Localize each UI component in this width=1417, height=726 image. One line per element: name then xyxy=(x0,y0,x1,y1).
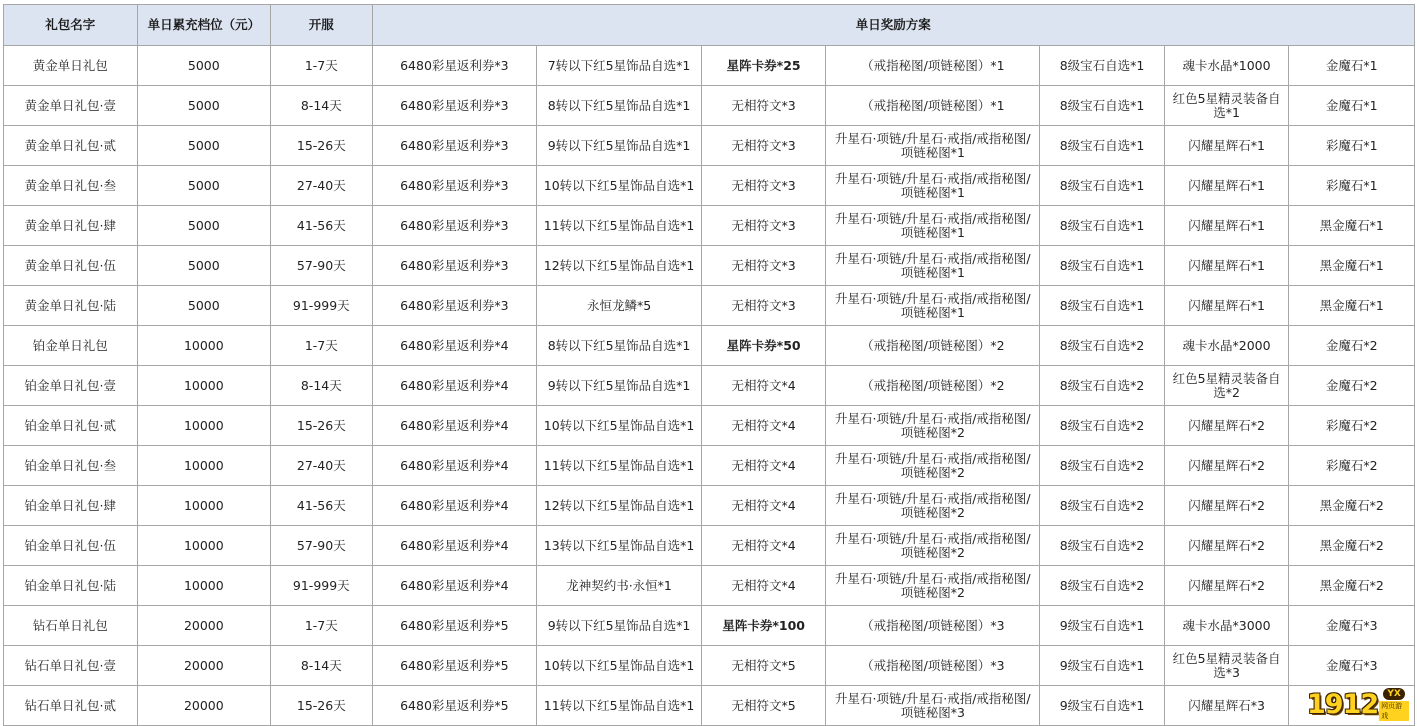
table-header-row xyxy=(4,5,1415,46)
tier-cell: 20000 xyxy=(137,646,271,686)
reward-3-cell: 无相符文*3 xyxy=(701,206,826,246)
reward-6-cell: 魂卡水晶*2000 xyxy=(1164,326,1289,366)
reward-map-cell: （戒指秘图/项链秘图）*2 xyxy=(826,326,1040,366)
tier-cell: 10000 xyxy=(137,486,271,526)
reward-accessory-cell: 7转以下红5星饰品自选*1 xyxy=(537,46,702,86)
pack-name-cell: 铂金单日礼包·肆 xyxy=(4,486,138,526)
reward-3-cell: 无相符文*4 xyxy=(701,366,826,406)
table-row xyxy=(4,366,1415,406)
table-row xyxy=(4,526,1415,566)
tier-cell: 10000 xyxy=(137,526,271,566)
reward-coupon-cell: 6480彩星返利券*4 xyxy=(372,406,537,446)
reward-6-cell: 闪耀星辉石*3 xyxy=(1164,686,1289,726)
days-cell: 57-90天 xyxy=(271,246,372,286)
tier-cell: 5000 xyxy=(137,86,271,126)
reward-3-cell: 无相符文*3 xyxy=(701,126,826,166)
reward-coupon-cell: 6480彩星返利券*5 xyxy=(372,646,537,686)
reward-map-cell: 升星石·项链/升星石·戒指/戒指秘图/项链秘图*3 xyxy=(826,686,1040,726)
header-recharge-tier: 单日累充档位（元） xyxy=(137,5,271,46)
reward-gem-cell: 8级宝石自选*2 xyxy=(1040,526,1165,566)
table-row xyxy=(4,646,1415,686)
reward-stone-cell: 金魔石*3 xyxy=(1289,646,1415,686)
pack-name-cell: 黄金单日礼包·叁 xyxy=(4,166,138,206)
reward-3-cell: 无相符文*4 xyxy=(701,486,826,526)
tier-cell: 10000 xyxy=(137,446,271,486)
days-cell: 1-7天 xyxy=(271,326,372,366)
reward-stone-cell: 黑金魔石*1 xyxy=(1289,246,1415,286)
reward-accessory-cell: 11转以下红5星饰品自选*1 xyxy=(537,446,702,486)
days-cell: 15-26天 xyxy=(271,406,372,446)
reward-gem-cell: 8级宝石自选*1 xyxy=(1040,286,1165,326)
table-body xyxy=(4,46,1415,726)
reward-accessory-cell: 11转以下红5星饰品自选*1 xyxy=(537,206,702,246)
days-cell: 27-40天 xyxy=(271,166,372,206)
reward-gem-cell: 8级宝石自选*2 xyxy=(1040,566,1165,606)
gift-pack-table xyxy=(3,4,1415,726)
tier-cell: 5000 xyxy=(137,286,271,326)
tier-cell: 5000 xyxy=(137,166,271,206)
reward-accessory-cell: 8转以下红5星饰品自选*1 xyxy=(537,86,702,126)
tier-cell: 10000 xyxy=(137,406,271,446)
reward-map-cell: （戒指秘图/项链秘图）*1 xyxy=(826,46,1040,86)
reward-stone-cell: 彩魔石*2 xyxy=(1289,406,1415,446)
reward-3-cell: 无相符文*5 xyxy=(701,646,826,686)
reward-map-cell: （戒指秘图/项链秘图）*2 xyxy=(826,366,1040,406)
reward-gem-cell: 9级宝石自选*1 xyxy=(1040,606,1165,646)
tier-cell: 10000 xyxy=(137,366,271,406)
days-cell: 57-90天 xyxy=(271,526,372,566)
reward-coupon-cell: 6480彩星返利券*3 xyxy=(372,46,537,86)
days-cell: 91-999天 xyxy=(271,566,372,606)
reward-accessory-cell: 11转以下红5星饰品自选*1 xyxy=(537,686,702,726)
reward-6-cell: 闪耀星辉石*1 xyxy=(1164,286,1289,326)
table-row xyxy=(4,46,1415,86)
logo-number: 1912 xyxy=(1307,688,1379,720)
reward-stone-cell: 彩魔石*1 xyxy=(1289,166,1415,206)
reward-coupon-cell: 6480彩星返利券*4 xyxy=(372,446,537,486)
reward-6-cell: 闪耀星辉石*1 xyxy=(1164,126,1289,166)
reward-coupon-cell: 6480彩星返利券*5 xyxy=(372,606,537,646)
table-row xyxy=(4,286,1415,326)
reward-stone-cell: 黑金魔石*2 xyxy=(1289,486,1415,526)
reward-6-cell: 红色5星精灵装备自选*1 xyxy=(1164,86,1289,126)
table-row xyxy=(4,206,1415,246)
reward-6-cell: 红色5星精灵装备自选*2 xyxy=(1164,366,1289,406)
pack-name-cell: 黄金单日礼包·壹 xyxy=(4,86,138,126)
reward-accessory-cell: 9转以下红5星饰品自选*1 xyxy=(537,366,702,406)
reward-3-cell: 无相符文*3 xyxy=(701,246,826,286)
reward-stone-cell: 金魔石*1 xyxy=(1289,46,1415,86)
reward-gem-cell: 8级宝石自选*1 xyxy=(1040,126,1165,166)
reward-map-cell: （戒指秘图/项链秘图）*3 xyxy=(826,646,1040,686)
reward-stone-cell: 黑金魔石*2 xyxy=(1289,526,1415,566)
reward-map-cell: 升星石·项链/升星石·戒指/戒指秘图/项链秘图*1 xyxy=(826,206,1040,246)
reward-gem-cell: 8级宝石自选*1 xyxy=(1040,166,1165,206)
reward-6-cell: 闪耀星辉石*2 xyxy=(1164,446,1289,486)
reward-stone-cell: 金魔石*1 xyxy=(1289,86,1415,126)
reward-map-cell: 升星石·项链/升星石·戒指/戒指秘图/项链秘图*1 xyxy=(826,126,1040,166)
reward-accessory-cell: 8转以下红5星饰品自选*1 xyxy=(537,326,702,366)
table-row xyxy=(4,126,1415,166)
tier-cell: 10000 xyxy=(137,326,271,366)
reward-3-cell: 无相符文*4 xyxy=(701,406,826,446)
reward-3-cell: 星阵卡券*25 xyxy=(701,46,826,86)
reward-map-cell: 升星石·项链/升星石·戒指/戒指秘图/项链秘图*1 xyxy=(826,166,1040,206)
reward-6-cell: 魂卡水晶*3000 xyxy=(1164,606,1289,646)
tier-cell: 10000 xyxy=(137,566,271,606)
reward-map-cell: （戒指秘图/项链秘图）*3 xyxy=(826,606,1040,646)
reward-coupon-cell: 6480彩星返利券*3 xyxy=(372,166,537,206)
reward-stone-cell: 彩魔石*2 xyxy=(1289,446,1415,486)
pack-name-cell: 钻石单日礼包·贰 xyxy=(4,686,138,726)
tier-cell: 5000 xyxy=(137,206,271,246)
reward-coupon-cell: 6480彩星返利券*4 xyxy=(372,526,537,566)
reward-map-cell: 升星石·项链/升星石·戒指/戒指秘图/项链秘图*1 xyxy=(826,246,1040,286)
reward-accessory-cell: 永恒龙鳞*5 xyxy=(537,286,702,326)
reward-accessory-cell: 9转以下红5星饰品自选*1 xyxy=(537,126,702,166)
reward-coupon-cell: 6480彩星返利券*4 xyxy=(372,566,537,606)
reward-map-cell: 升星石·项链/升星石·戒指/戒指秘图/项链秘图*2 xyxy=(826,486,1040,526)
pack-name-cell: 黄金单日礼包·伍 xyxy=(4,246,138,286)
reward-3-cell: 无相符文*3 xyxy=(701,166,826,206)
pack-name-cell: 铂金单日礼包·陆 xyxy=(4,566,138,606)
reward-map-cell: 升星石·项链/升星石·戒指/戒指秘图/项链秘图*2 xyxy=(826,526,1040,566)
reward-6-cell: 闪耀星辉石*1 xyxy=(1164,246,1289,286)
reward-gem-cell: 8级宝石自选*2 xyxy=(1040,326,1165,366)
reward-6-cell: 闪耀星辉石*1 xyxy=(1164,166,1289,206)
reward-3-cell: 无相符文*3 xyxy=(701,86,826,126)
reward-coupon-cell: 6480彩星返利券*3 xyxy=(372,126,537,166)
reward-6-cell: 魂卡水晶*1000 xyxy=(1164,46,1289,86)
reward-stone-cell: 黑金魔石*2 xyxy=(1289,566,1415,606)
header-pack-name: 礼包名字 xyxy=(4,5,138,46)
logo-subtitle: 网页游戏 xyxy=(1379,701,1409,721)
reward-accessory-cell: 10转以下红5星饰品自选*1 xyxy=(537,646,702,686)
table-row xyxy=(4,86,1415,126)
table-row xyxy=(4,246,1415,286)
days-cell: 91-999天 xyxy=(271,286,372,326)
reward-accessory-cell: 9转以下红5星饰品自选*1 xyxy=(537,606,702,646)
reward-map-cell: （戒指秘图/项链秘图）*1 xyxy=(826,86,1040,126)
reward-6-cell: 闪耀星辉石*2 xyxy=(1164,566,1289,606)
pack-name-cell: 黄金单日礼包·陆 xyxy=(4,286,138,326)
table-row xyxy=(4,326,1415,366)
reward-3-cell: 无相符文*4 xyxy=(701,566,826,606)
reward-coupon-cell: 6480彩星返利券*3 xyxy=(372,286,537,326)
reward-3-cell: 无相符文*4 xyxy=(701,526,826,566)
reward-stone-cell: 彩魔石*1 xyxy=(1289,126,1415,166)
reward-6-cell: 闪耀星辉石*2 xyxy=(1164,406,1289,446)
reward-gem-cell: 8级宝石自选*2 xyxy=(1040,366,1165,406)
reward-3-cell: 无相符文*3 xyxy=(701,286,826,326)
reward-accessory-cell: 13转以下红5星饰品自选*1 xyxy=(537,526,702,566)
site-logo xyxy=(1307,688,1409,720)
reward-6-cell: 闪耀星辉石*1 xyxy=(1164,206,1289,246)
reward-coupon-cell: 6480彩星返利券*4 xyxy=(372,366,537,406)
reward-gem-cell: 8级宝石自选*2 xyxy=(1040,446,1165,486)
reward-coupon-cell: 6480彩星返利券*3 xyxy=(372,86,537,126)
reward-gem-cell: 9级宝石自选*1 xyxy=(1040,686,1165,726)
table-row xyxy=(4,406,1415,446)
reward-accessory-cell: 10转以下红5星饰品自选*1 xyxy=(537,406,702,446)
reward-3-cell: 星阵卡券*50 xyxy=(701,326,826,366)
pack-name-cell: 钻石单日礼包·壹 xyxy=(4,646,138,686)
reward-coupon-cell: 6480彩星返利券*3 xyxy=(372,206,537,246)
reward-6-cell: 红色5星精灵装备自选*3 xyxy=(1164,646,1289,686)
reward-gem-cell: 8级宝石自选*1 xyxy=(1040,206,1165,246)
reward-map-cell: 升星石·项链/升星石·戒指/戒指秘图/项链秘图*1 xyxy=(826,286,1040,326)
reward-coupon-cell: 6480彩星返利券*4 xyxy=(372,326,537,366)
reward-3-cell: 无相符文*5 xyxy=(701,686,826,726)
reward-stone-cell: 黑金魔石*1 xyxy=(1289,206,1415,246)
days-cell: 8-14天 xyxy=(271,366,372,406)
reward-stone-cell: 金魔石*3 xyxy=(1289,606,1415,646)
tier-cell: 5000 xyxy=(137,46,271,86)
reward-gem-cell: 9级宝石自选*1 xyxy=(1040,646,1165,686)
tier-cell: 20000 xyxy=(137,606,271,646)
reward-gem-cell: 8级宝石自选*1 xyxy=(1040,46,1165,86)
tier-cell: 5000 xyxy=(137,246,271,286)
table-row xyxy=(4,486,1415,526)
table-row xyxy=(4,446,1415,486)
logo-badge: YX xyxy=(1383,688,1404,700)
days-cell: 41-56天 xyxy=(271,206,372,246)
reward-coupon-cell: 6480彩星返利券*5 xyxy=(372,686,537,726)
reward-coupon-cell: 6480彩星返利券*4 xyxy=(372,486,537,526)
reward-accessory-cell: 10转以下红5星饰品自选*1 xyxy=(537,166,702,206)
table-row xyxy=(4,166,1415,206)
days-cell: 8-14天 xyxy=(271,86,372,126)
header-server-open: 开服 xyxy=(271,5,372,46)
days-cell: 15-26天 xyxy=(271,126,372,166)
days-cell: 1-7天 xyxy=(271,606,372,646)
reward-3-cell: 无相符文*4 xyxy=(701,446,826,486)
reward-map-cell: 升星石·项链/升星石·戒指/戒指秘图/项链秘图*2 xyxy=(826,446,1040,486)
pack-name-cell: 铂金单日礼包·伍 xyxy=(4,526,138,566)
days-cell: 1-7天 xyxy=(271,46,372,86)
reward-3-cell: 星阵卡券*100 xyxy=(701,606,826,646)
reward-gem-cell: 8级宝石自选*1 xyxy=(1040,86,1165,126)
reward-gem-cell: 8级宝石自选*1 xyxy=(1040,246,1165,286)
header-daily-rewards: 单日奖励方案 xyxy=(372,5,1414,46)
days-cell: 27-40天 xyxy=(271,446,372,486)
reward-6-cell: 闪耀星辉石*2 xyxy=(1164,526,1289,566)
reward-6-cell: 闪耀星辉石*2 xyxy=(1164,486,1289,526)
reward-map-cell: 升星石·项链/升星石·戒指/戒指秘图/项链秘图*2 xyxy=(826,566,1040,606)
reward-accessory-cell: 龙神契约书·永恒*1 xyxy=(537,566,702,606)
days-cell: 8-14天 xyxy=(271,646,372,686)
reward-stone-cell: 金魔石*2 xyxy=(1289,326,1415,366)
pack-name-cell: 钻石单日礼包 xyxy=(4,606,138,646)
tier-cell: 20000 xyxy=(137,686,271,726)
reward-coupon-cell: 6480彩星返利券*3 xyxy=(372,246,537,286)
days-cell: 41-56天 xyxy=(271,486,372,526)
days-cell: 15-26天 xyxy=(271,686,372,726)
reward-accessory-cell: 12转以下红5星饰品自选*1 xyxy=(537,486,702,526)
pack-name-cell: 黄金单日礼包·贰 xyxy=(4,126,138,166)
reward-gem-cell: 8级宝石自选*2 xyxy=(1040,486,1165,526)
pack-name-cell: 铂金单日礼包·壹 xyxy=(4,366,138,406)
table-row xyxy=(4,606,1415,646)
pack-name-cell: 黄金单日礼包 xyxy=(4,46,138,86)
reward-stone-cell: 金魔石*2 xyxy=(1289,366,1415,406)
table-row xyxy=(4,566,1415,606)
reward-map-cell: 升星石·项链/升星石·戒指/戒指秘图/项链秘图*2 xyxy=(826,406,1040,446)
reward-gem-cell: 8级宝石自选*2 xyxy=(1040,406,1165,446)
pack-name-cell: 铂金单日礼包·叁 xyxy=(4,446,138,486)
reward-stone-cell: 黑金魔石*1 xyxy=(1289,286,1415,326)
pack-name-cell: 铂金单日礼包·贰 xyxy=(4,406,138,446)
tier-cell: 5000 xyxy=(137,126,271,166)
pack-name-cell: 黄金单日礼包·肆 xyxy=(4,206,138,246)
pack-name-cell: 铂金单日礼包 xyxy=(4,326,138,366)
table-row xyxy=(4,686,1415,726)
reward-accessory-cell: 12转以下红5星饰品自选*1 xyxy=(537,246,702,286)
logo-side xyxy=(1379,688,1409,721)
